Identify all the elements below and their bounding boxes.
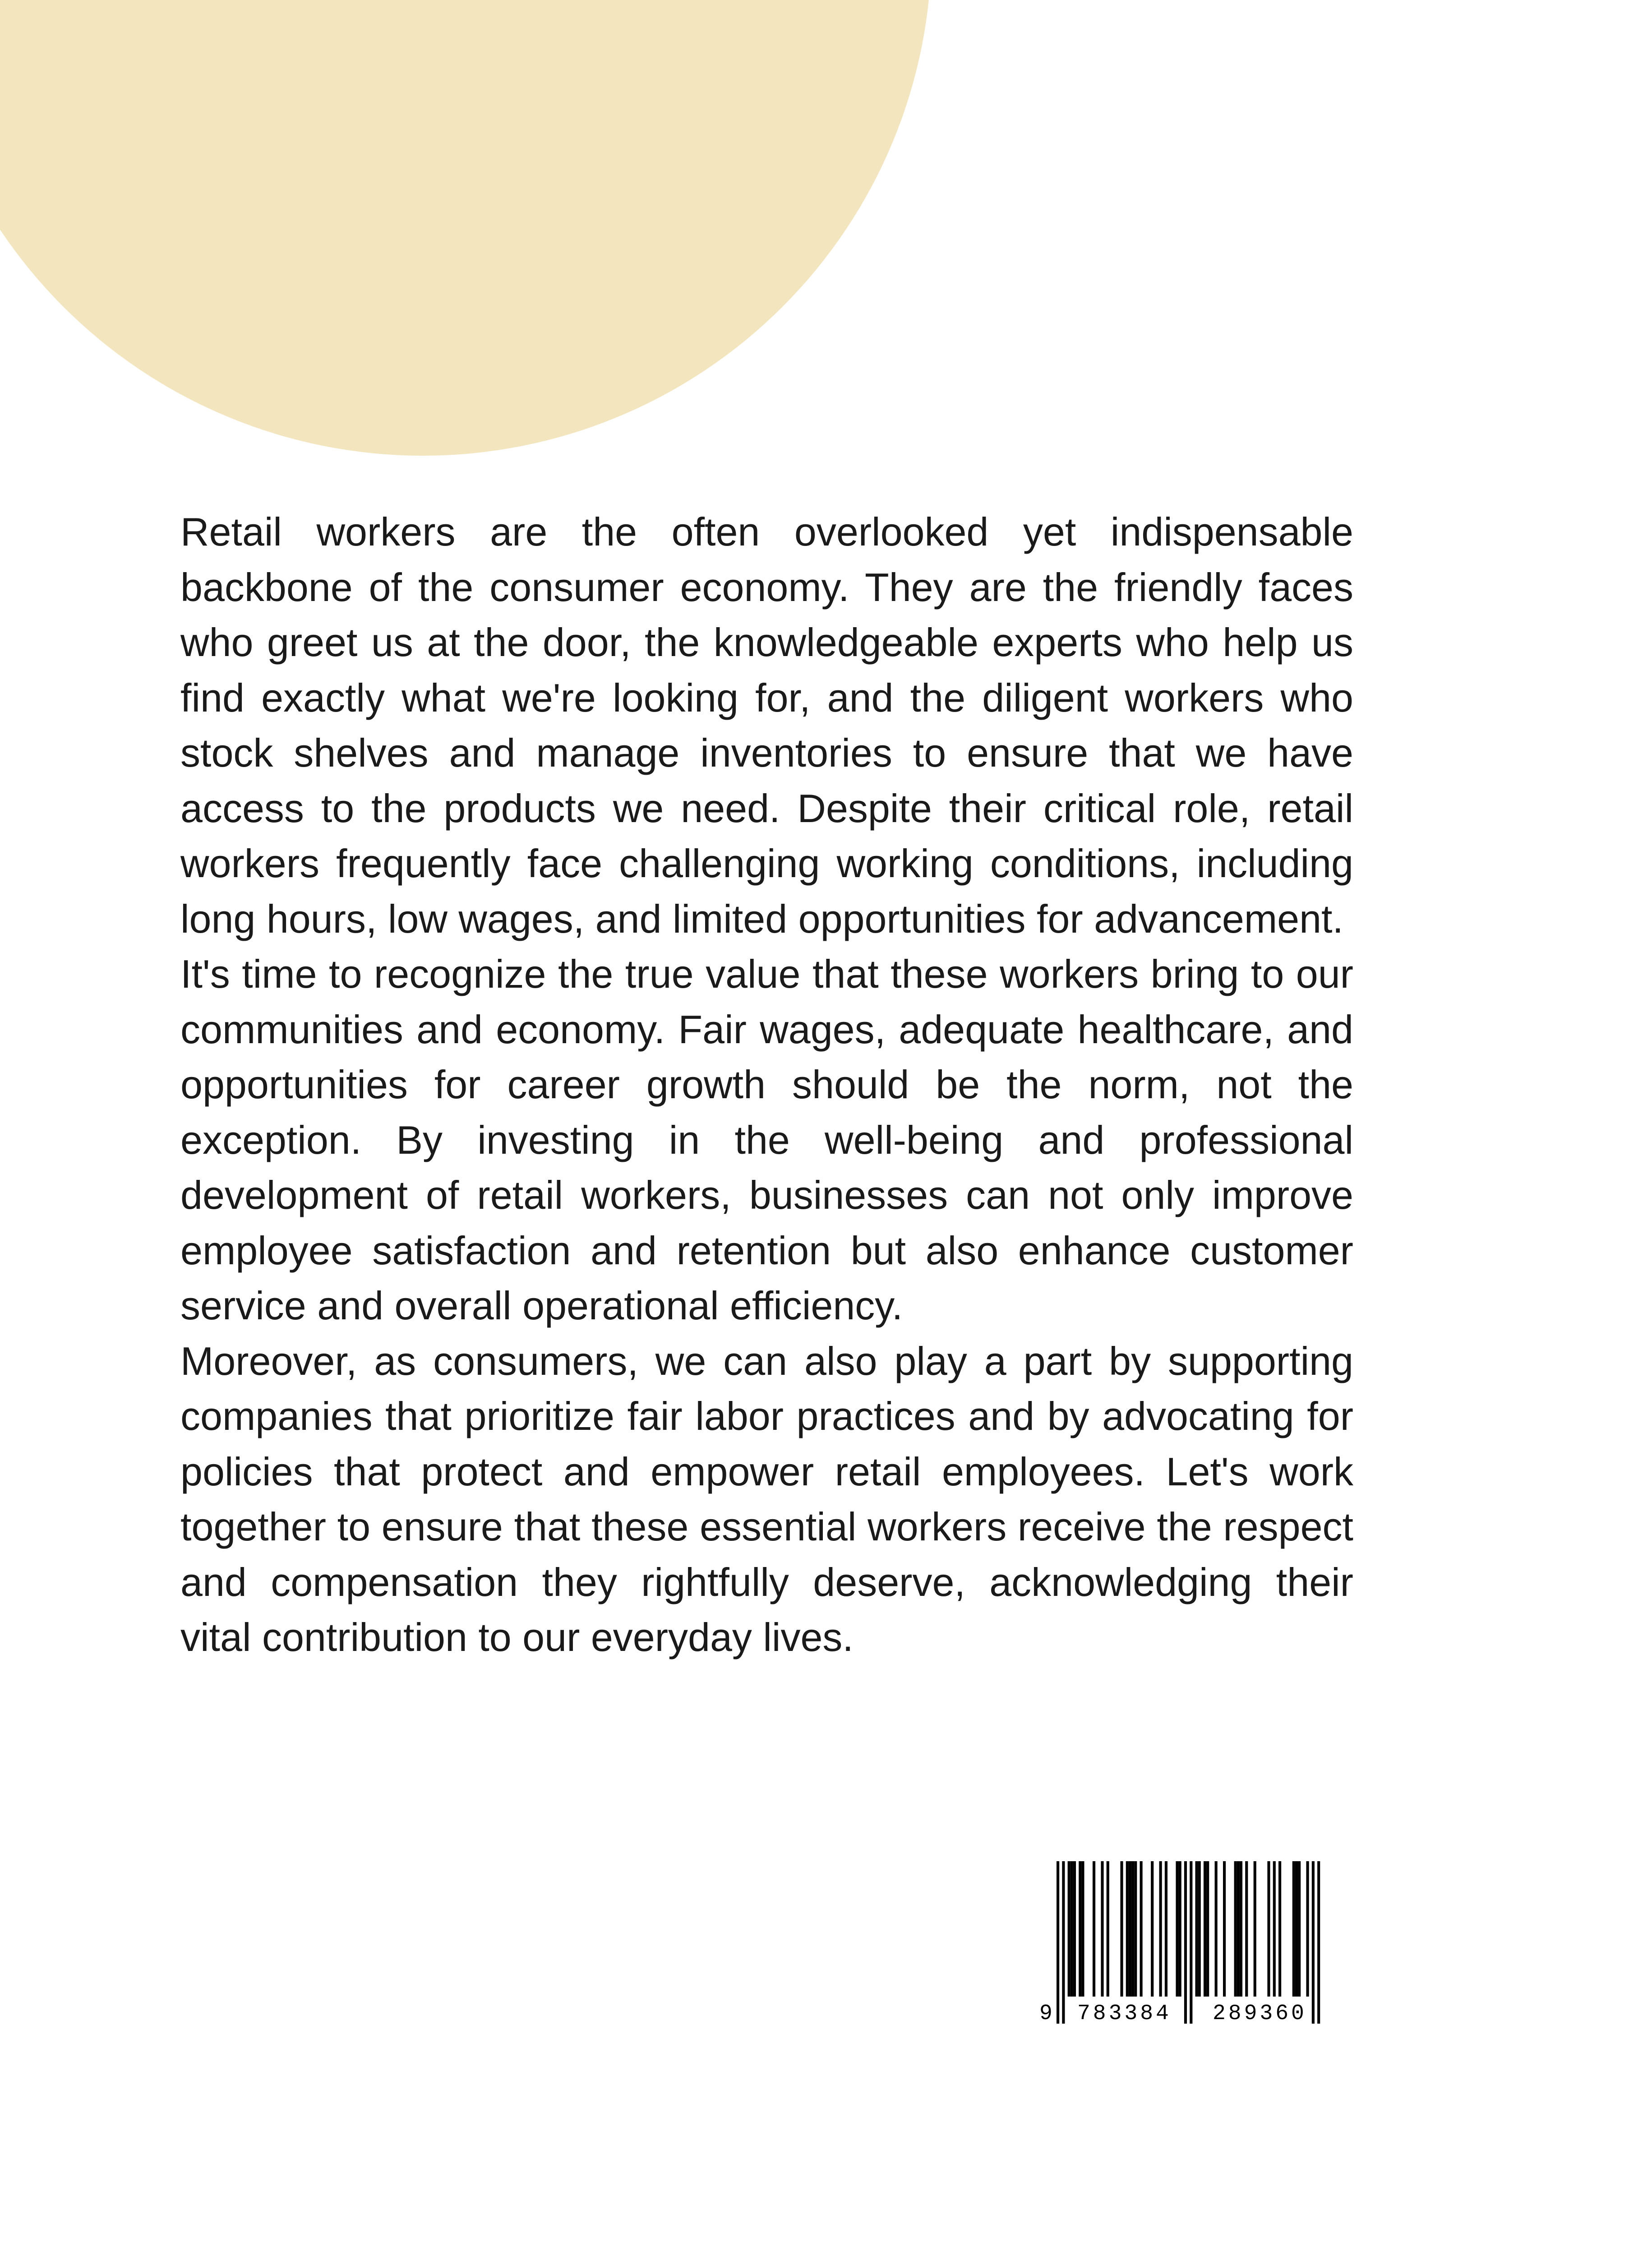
- back-cover-blurb: [180, 504, 1353, 1665]
- barcode-bar: [1234, 1861, 1237, 1997]
- barcode-bar: [1278, 1861, 1281, 1997]
- barcode-bar: [1068, 1861, 1071, 1997]
- barcode-bar: [1151, 1861, 1154, 1997]
- barcode-bar: [1317, 1861, 1320, 2024]
- barcode-bar: [1107, 1861, 1109, 1997]
- barcode-bar: [1079, 1861, 1081, 1997]
- barcode-bar: [1215, 1861, 1218, 1997]
- barcode-bar: [1184, 1861, 1187, 2024]
- barcode-bar: [1237, 1861, 1240, 1997]
- barcode-bar: [1071, 1861, 1073, 1997]
- barcode-bar: [1062, 1861, 1065, 2024]
- barcode-bar: [1165, 1861, 1167, 1997]
- barcode-bar: [1101, 1861, 1103, 1997]
- barcode-bar: [1073, 1861, 1076, 1997]
- barcode-bar: [1081, 1861, 1084, 1997]
- barcode-bar: [1204, 1861, 1206, 1997]
- barcode-bar: [1120, 1861, 1123, 1997]
- barcode-bar: [1134, 1861, 1137, 1997]
- barcode-bar: [1198, 1861, 1201, 1997]
- barcode-bar: [1126, 1861, 1129, 1997]
- barcode-bar: [1245, 1861, 1248, 1997]
- isbn-barcode: [1038, 1861, 1340, 2024]
- barcode-bar: [1292, 1861, 1295, 1997]
- barcode-bar: [1131, 1861, 1134, 1997]
- barcode-bar: [1254, 1861, 1256, 1997]
- blurb-paragraph-1: Retail workers are the often overlooked yet indispensable backbone of the consumer economy. They are the friendly faces who greet us at the door, the knowledgeable experts who help us find exactly what we're looking for, and the diligent workers who stock shelves and manage inventories to ensure that we have access to the products we need. Despite their critical role, retail workers frequently face challenging working conditions, including long hours, low wages, and limited opportunities for advancement.: [180, 509, 1353, 941]
- barcode-left-digits: 783384: [1077, 2002, 1172, 2024]
- barcode-bar: [1093, 1861, 1095, 1997]
- blurb-paragraph-3: Moreover, as consumers, we can also play a part by supporting companies that prioritize fair labor practices and by advocating for policies that protect and empower retail employees. Let's work together to ensure that these essential workers receive the respect and compensation they rightfully deserve, acknowledging their vital contribution to our everyday lives.: [180, 1338, 1353, 1660]
- barcode-first-digit: 9: [1039, 2002, 1052, 2024]
- decorative-circle: [0, 0, 932, 456]
- barcode-bar: [1240, 1861, 1242, 1997]
- barcode-bar: [1206, 1861, 1209, 1997]
- barcode-right-digits: 289360: [1213, 2002, 1307, 2024]
- barcode-bar: [1273, 1861, 1276, 1997]
- barcode-bar: [1223, 1861, 1226, 1997]
- barcode-bar: [1190, 1861, 1192, 2024]
- blurb-paragraph-2: It's time to recognize the true value that these workers bring to our communities and economy. Fair wages, adequate healthcare, and opportunities for career growth should be the norm, not the exception. By investing in the well-being and professional development of retail workers, businesses can not only improve employee satisfaction and retention but also enhance customer service and overall operational efficiency.: [180, 952, 1353, 1328]
- barcode-bars: [1057, 1861, 1320, 2024]
- barcode-bar: [1129, 1861, 1131, 1997]
- barcode-bar: [1159, 1861, 1162, 1997]
- barcode-bar: [1179, 1861, 1181, 1997]
- barcode-bar: [1140, 1861, 1143, 1997]
- barcode-bar: [1295, 1861, 1298, 1997]
- barcode-bar: [1195, 1861, 1198, 1997]
- barcode-bar: [1176, 1861, 1178, 1997]
- barcode-bar: [1306, 1861, 1309, 1997]
- barcode-bar: [1267, 1861, 1270, 1997]
- barcode-bar: [1057, 1861, 1059, 2024]
- barcode-bar: [1312, 1861, 1315, 2024]
- barcode-bar: [1298, 1861, 1301, 1997]
